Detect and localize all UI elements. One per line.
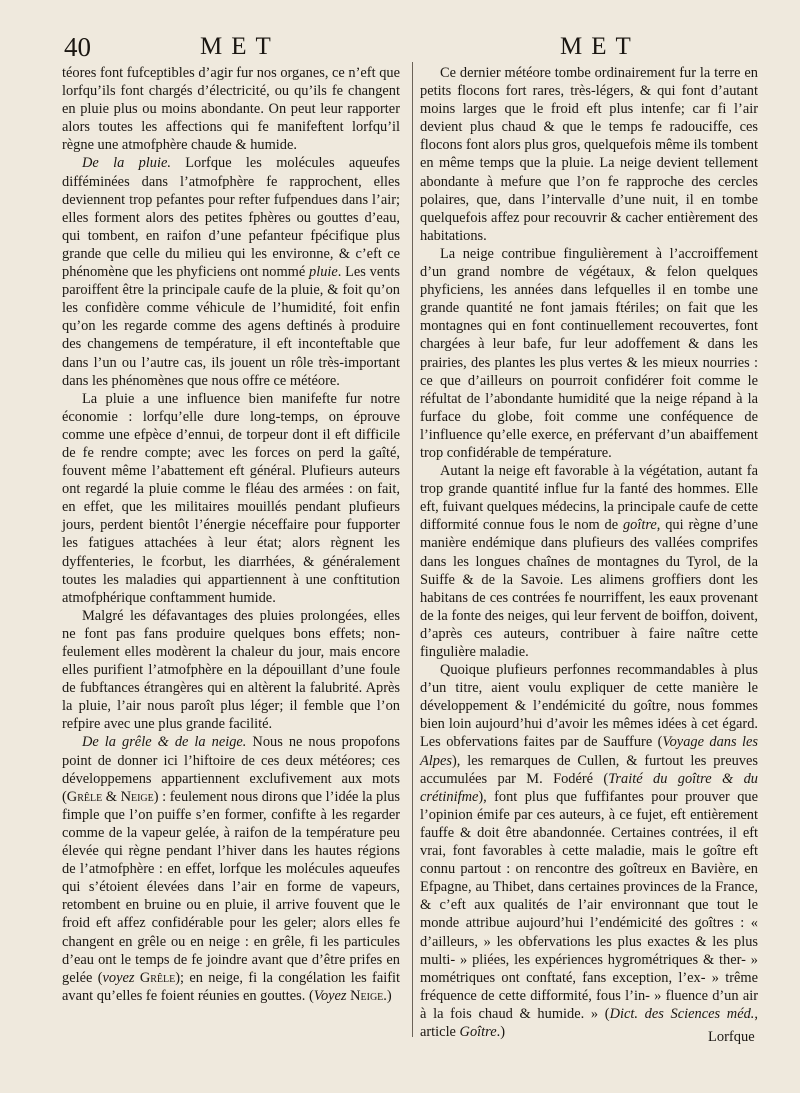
running-header (0, 32, 800, 68)
running-head-right: MET (560, 33, 640, 60)
paragraph-goitre: Quoique plufieurs perfonnes recommandables à plus d’un titre, aient voulu expliquer de cette manière le développement & l’endémicité du goître, nous fommes bien loin aujourd’hui d’avoir les mêmes idées à cet égard. Les obfervations faites par de Sauffure (Voyage dans les Alpes), les remarques de Cullen, & furtout les preuves accumulées par M. Fodéré (Traité du goître & du crétinifme), font plus que fuffifantes pour prouver que l’opinion émife par ces auteurs, à ce fujet, eft entièrement fauffe & doit être abandonnée. Certaines contrées, il eft vrai, font favorables à cette maladie, mais le goître eft connu partout : on rencontre des goîtreux en Bavière, en Efpagne, au Thibet, dans certaines provinces de la France, & c’eft aux qualités de l’air environnant que tout le monde attribue aujourd’hui l’endémicité des goîtres : « d’ailleurs, » les obfervations les plus exactes & les plus multi- » pliées, les expériences hygrométriques & ther- » mométriques ont conftaté, fans exception, l’ex- » trême fréquence de cette difformité, fous l’in- » fluence d’un air à la fois chaud & humide. » (Dict. des Sciences méd., article Goître.) (420, 662, 758, 1040)
paragraph-grele-neige: De la grêle & de la neige. Nous ne nous propofons point de donner ici l’hiftoire de ces deux météores; ces développemens appartiennent exclufivement aux mots (Grêle & Neige) : feulement nous dirons que l’idée la plus fimple que l’on puiffe s’en former, confifte à les regarder comme de la vapeur gelée, à raifon de la température peu élevée qui règne pendant l’hiver dans les hautes régions de l’atmofphère : en effet, lorfque les molécules aqueufes qui s’étoient élevées dans l’air en forme de vapeurs, retombent en bruine ou en pluie, il arrive fouvent que le froid eft affez confidérable pour les geler; alors elles fe changent en grêle ou en neige : en grêle, fi les particules d’eau ont le temps de fe joindre avant que d’être prifes en gelée (voyez Grêle); en neige, fi la congélation les faifit avant qu’elles fe foient réunies en gouttes. (Voyez Neige.) (62, 734, 400, 1004)
catchword: Lorfque (708, 1029, 755, 1045)
cross-reference: Neige (120, 788, 154, 805)
paragraph-continuation: téores font fufceptibles d’agir fur nos organes, ce n’eft que lorfqu’ils font chargés d’électricité, ou qu’ils fe changent en pluie plus ou moins abondante. On peut leur rapporter alors toutes les affections qui fe manifeftent lorfqu’il règne une atmofphère chaude & humide. (62, 65, 400, 154)
citation-title: Traité du goître & du crétinifme (420, 770, 758, 805)
section-heading-grele-neige: De la grêle & de la neige. (82, 734, 247, 751)
paragraph-neige-sante: Autant la neige eft favorable à la végétation, autant fa trop grande quantité influe fur la fanté des hommes. Elle eft, fuivant quelques médecins, la principale caufe de cette difformité connue fous le nom de goître, qui règne d’une manière endémique dans plufieurs des vallées comprifes dans les longues chaînes de montagnes du Tyrol, de la Suiffe & de la Savoie. Les alimens groffiers dont les habitans de ces contrées fe nourriffent, les eaux provenant de la fonte des neiges, qui leur fervent de boiffon, doivent, d’après ces auteurs, contribuer à faire naître cette fingulière maladie. (420, 463, 758, 660)
cross-reference: Neige (350, 987, 384, 1004)
column-divider (412, 62, 413, 1037)
paragraph-influence-pluie: La pluie a une influence bien manifefte fur notre économie : lorfqu’elle dure long-temps, on éprouve comme une efpèce d’ennui, de torpeur dont il eft difficile de fe rendre compte; avec les forces on perd la gaîté, fouvent même l’abattement eft général. Plufieurs auteurs ont regardé la pluie comme le fléau des armées : on fait, en effet, que les militaires mouillés pendant plufieurs jours, perdent bientôt l’énergie néceffaire pour fupporter les fatigues attachées à leur état; alors règnent les dyffenteries, le fcorbut, les diarrhées, & généralement toutes les maladies qui appartiennent à une conftitution atmofphérique conftamment humide. (62, 390, 400, 606)
paragraph-bons-effets: Malgré les défavantages des pluies prolongées, elles ne font pas fans produire quelques bons effets; non-feulement elles modèrent la chaleur du jour, mais encore elles purifient l’atmofphère en la dépouillant d’une foule de fubftances étrangères qui en altèrent la falubrité. Après la pluie, l’air nous paroît plus léger; il femble que l’on refpire avec une plus grande facilité. (62, 607, 400, 733)
left-column (62, 64, 400, 1005)
paragraph-neige-vegetaux: La neige contribue fingulièrement à l’accroiffement d’un grand nombre de végétaux, & felon quelques phyficiens, les années dans lefquelles il en tombe une grande quantité ne font jamais ftériles; on fait que les montagnes qui en font continuellement recouvertes, font chargées à leur bafe, fur leur adoffement & dans les prairies, des plantes les plus vertes & les mieux nourries : ce que d’ailleurs on pourroit confidérer foit comme le réfultat de l’abondante humidité que la neige répand à la furface du globe, foit comme une conféquence de l’influence qu’elle exerce, en préfervant d’un abaiffement trop confidérable de température. (420, 245, 758, 461)
running-head-left: MET (200, 33, 280, 60)
cross-reference: Grêle (139, 969, 176, 986)
section-heading-pluie: De la pluie. (82, 155, 171, 172)
paragraph-neige-flocons: Ce dernier météore tombe ordinairement fur la terre en petits flocons fort rares, très-légers, & qui font d’autant moins larges que le froid eft plus intenfe; car fi l’air devient plus chaud & que le temps fe radouciffe, ces flocons font alors plus gros, quelquefois même ils tombent en même temps que la pluie. La neige devient tellement abondante à mefure que l’on fe rapproche des cercles polaires, que, dans l’intervalle d’une nuit, il en tombe quelquefois affez pour recouvrir & cacher entièrement des habitations. (420, 65, 758, 244)
citation-title: Voyage dans les Alpes (420, 734, 758, 769)
page-number: 40 (64, 32, 91, 62)
cross-reference: Grêle (66, 788, 103, 805)
right-column (420, 64, 758, 1041)
paragraph-pluie: De la pluie. Lorfque les molécules aqueufes difféminées dans l’atmofphère fe rapprochent, elles deviennent trop pefantes pour refter fufpendues dans l’air; elles forment alors des petites fphères ou gouttes d’eau, qui tombent, en raifon d’une pefanteur fpécifique plus grande que celle du milieu qui les environne, & c’eft ce phénomène que les phyficiens ont nommé pluie. Les vents paroiffent être la principale caufe de la pluie, & foit qu’on les confidère comme véhicule de l’humidité, foit enfin qu’on les regarde comme des agens deftinés à produire des changemens de température, il eft inconteftable que dans l’un ou l’autre cas, ils jouent un rôle très-important dans les phénomènes que nous offre ce météore. (62, 155, 400, 389)
citation-title: Dict. des Sciences méd. (609, 1005, 755, 1022)
